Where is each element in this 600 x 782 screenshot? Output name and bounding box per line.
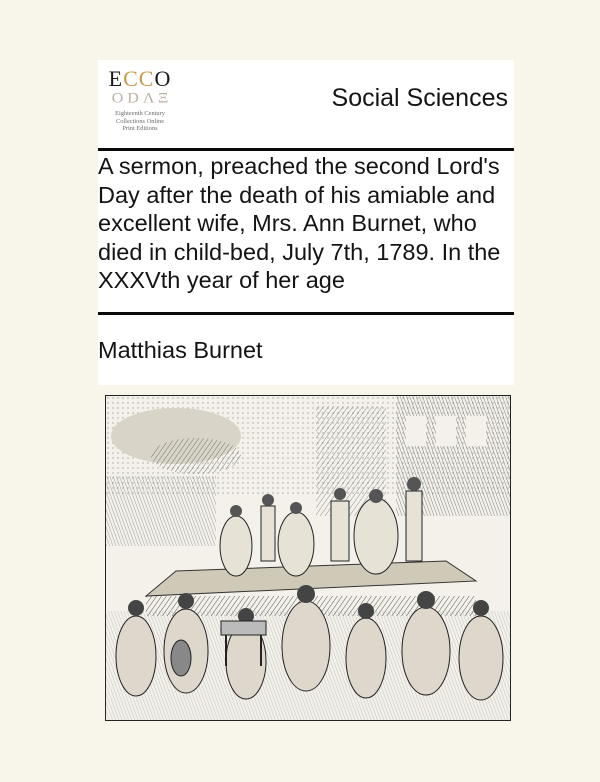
top-rule	[98, 148, 514, 151]
category-label: Social Sciences	[331, 84, 508, 112]
ecco-logo	[104, 66, 176, 140]
engraving-illustration	[105, 395, 511, 721]
ecco-logo-mark: ECCO	[108, 66, 172, 91]
ecco-logo-caption: Eighteenth Century Collections Online Print Editions	[115, 110, 165, 132]
ecco-logo-reflection: O D Λ Ξ	[111, 90, 169, 107]
book-author: Matthias Burnet	[98, 337, 263, 363]
bottom-rule	[98, 312, 514, 315]
book-title: A sermon, preached the second Lord's Day after the death of his amiable and excellent wife, Mrs. Ann Burnet, who died in child-bed, July 7th, 1789. In the XXXVth year of her age	[98, 153, 501, 293]
